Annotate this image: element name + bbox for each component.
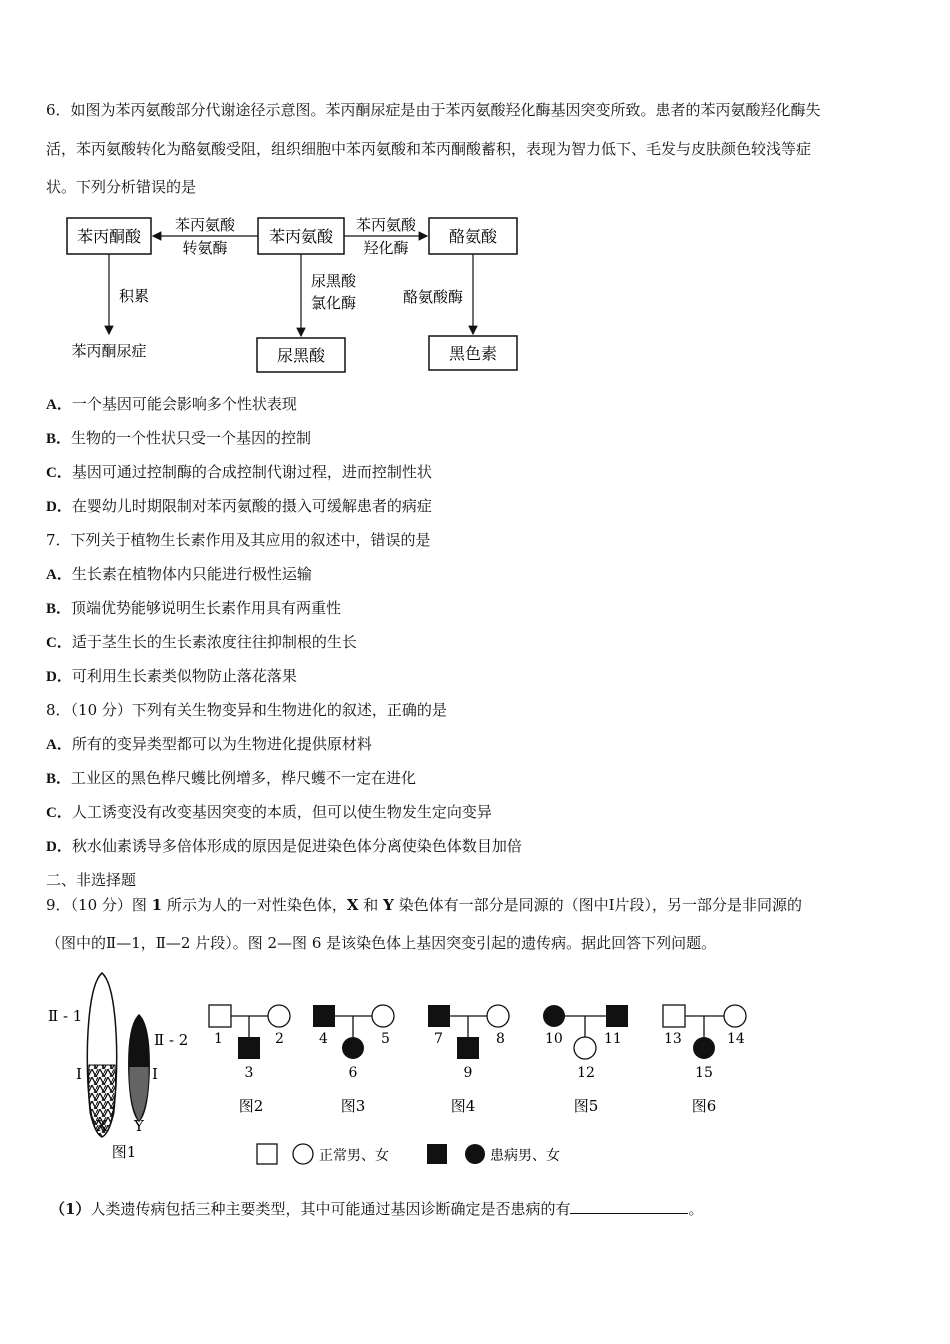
seg-i-right-label: Ⅰ bbox=[152, 1065, 158, 1083]
fig3-label: 图3 bbox=[340, 1097, 366, 1115]
ind-8: 8 bbox=[496, 1031, 505, 1047]
enzyme-mid-1: 尿黑酸 bbox=[311, 272, 357, 290]
ind-5: 5 bbox=[381, 1031, 390, 1047]
option-text: 一个基因可能会影响多个性状表现 bbox=[71, 395, 297, 413]
q9-l1-d: X bbox=[346, 896, 359, 914]
q9-l1-c: 所示为人的一对性染色体， bbox=[162, 896, 347, 914]
enzyme-hydroxylase-2: 羟化酶 bbox=[363, 239, 409, 257]
q9-sub1-end: 。 bbox=[688, 1200, 704, 1218]
option-key: D． bbox=[46, 839, 72, 855]
fig1-label: 图1 bbox=[111, 1143, 137, 1161]
q8-option-d bbox=[46, 836, 522, 857]
box-phenylalanine-label: 苯丙氨酸 bbox=[268, 227, 334, 246]
chrom-y-label: Y bbox=[134, 1117, 144, 1135]
option-key: C． bbox=[46, 635, 72, 651]
option-text: 生长素在植物体内只能进行极性运输 bbox=[71, 565, 312, 583]
ind-13: 13 bbox=[664, 1031, 682, 1047]
fig2-label: 图2 bbox=[238, 1097, 264, 1115]
section-heading: 二、非选择题 bbox=[46, 871, 137, 889]
chrom-x-label: X bbox=[96, 1117, 108, 1135]
q7-option-d bbox=[46, 666, 297, 687]
legend-affected-label: 患病男、女 bbox=[490, 1148, 560, 1164]
enzyme-transaminase-1: 苯丙氨酸 bbox=[174, 216, 236, 234]
ind-6: 6 bbox=[348, 1065, 358, 1081]
ind-11: 11 bbox=[604, 1031, 622, 1047]
q7-option-c bbox=[46, 632, 357, 653]
seg-ii2-label: Ⅱ - 2 bbox=[154, 1031, 189, 1049]
box-homogentisate-label: 尿黑酸 bbox=[276, 346, 326, 365]
q9-sub1-num: （1） bbox=[50, 1200, 91, 1218]
ind-1: 1 bbox=[214, 1031, 223, 1047]
seg-ii1-label: Ⅱ - 1 bbox=[48, 1007, 83, 1025]
ind-2: 2 bbox=[275, 1031, 284, 1047]
box-melanin-label: 黑色素 bbox=[448, 344, 498, 363]
option-key: A． bbox=[46, 737, 72, 753]
pedigree-figure bbox=[40, 965, 760, 1175]
option-key: C． bbox=[46, 465, 72, 481]
ind-3: 3 bbox=[244, 1065, 254, 1081]
q9-sub1-text: 人类遗传病包括三种主要类型，其中可能通过基因诊断确定是否患病的有 bbox=[90, 1200, 571, 1218]
ind-14: 14 bbox=[727, 1031, 745, 1047]
option-key: A． bbox=[46, 567, 72, 583]
q8-option-a bbox=[46, 734, 372, 755]
enzyme-transaminase-2: 转氨酶 bbox=[182, 239, 228, 257]
metabolism-diagram bbox=[55, 208, 535, 378]
answer-blank[interactable] bbox=[570, 1199, 688, 1214]
q6-option-c bbox=[46, 462, 432, 483]
option-text: 工业区的黑色桦尺蠖比例增多，桦尺蠖不一定在进化 bbox=[71, 769, 417, 787]
seg-i-left-label: Ⅰ bbox=[76, 1065, 82, 1083]
ind-9: 9 bbox=[463, 1065, 473, 1081]
q6-option-b bbox=[46, 428, 311, 449]
box-tyrosine-label: 酪氨酸 bbox=[448, 227, 498, 246]
fig6-label: 图6 bbox=[691, 1097, 717, 1115]
option-text: 生物的一个性状只受一个基因的控制 bbox=[71, 429, 312, 447]
ind-4: 4 bbox=[319, 1031, 328, 1047]
q6-line3: 状。下列分析错误的是 bbox=[46, 178, 197, 196]
q9-l1-b: 1 bbox=[151, 896, 163, 914]
q7-stem: 7．下列关于植物生长素作用及其应用的叙述中，错误的是 bbox=[46, 531, 431, 549]
q9-line2: （图中的Ⅱ—1，Ⅱ—2 片段）。图 2—图 6 是该染色体上基因突变引起的遗传病。据此回答下列问题。 bbox=[46, 934, 717, 952]
enzyme-hydroxylase-1: 苯丙氨酸 bbox=[355, 216, 417, 234]
label-accumulate: 积累 bbox=[119, 287, 150, 305]
ind-7: 7 bbox=[434, 1031, 443, 1047]
box-phenylpyruvate-label: 苯丙酮酸 bbox=[76, 227, 142, 246]
ind-10: 10 bbox=[545, 1031, 563, 1047]
ind-15: 15 bbox=[695, 1065, 713, 1081]
option-key: D． bbox=[46, 499, 72, 515]
option-text: 可利用生长素类似物防止落花落果 bbox=[71, 667, 297, 685]
option-key: B． bbox=[46, 431, 72, 447]
q9-l1-f: Y bbox=[383, 896, 394, 914]
q9-l1-a: 9．（10 分）图 bbox=[46, 896, 152, 914]
option-text: 人工诱变没有改变基因突变的本质，但可以使生物发生定向变异 bbox=[71, 803, 492, 821]
option-text: 顶端优势能够说明生长素作用具有两重性 bbox=[71, 599, 342, 617]
option-text: 所有的变异类型都可以为生物进化提供原材料 bbox=[71, 735, 372, 753]
q7-option-b bbox=[46, 598, 341, 619]
q7-option-a bbox=[46, 564, 312, 585]
q8-stem: 8．（10 分）下列有关生物变异和生物进化的叙述，正确的是 bbox=[46, 701, 447, 719]
ind-12: 12 bbox=[577, 1065, 595, 1081]
q6-line2: 活，苯丙氨酸转化为酪氨酸受阻，组织细胞中苯丙氨酸和苯丙酮酸蓄积，表现为智力低下、毛发与皮肤颜色较浅等症 bbox=[46, 140, 812, 158]
option-key: A． bbox=[46, 397, 72, 413]
option-key: B． bbox=[46, 771, 72, 787]
q6-line1: 6．如图为苯丙氨酸部分代谢途径示意图。苯丙酮尿症是由于苯丙氨酸羟化酶基因突变所致。患者的苯丙氨酸羟化酶失 bbox=[46, 101, 821, 119]
option-key: D． bbox=[46, 669, 72, 685]
q9-l1-e: 和 bbox=[358, 896, 384, 914]
q9-sub1 bbox=[50, 1199, 703, 1219]
q8-option-b bbox=[46, 768, 416, 789]
legend-normal-label: 正常男、女 bbox=[319, 1148, 389, 1164]
q9-line1 bbox=[46, 895, 802, 915]
result-pku: 苯丙酮尿症 bbox=[71, 342, 147, 360]
q9-l1-g: 染色体有一部分是同源的（图中Ⅰ片段），另一部分是非同源的 bbox=[393, 896, 802, 914]
chromosome-y bbox=[129, 1015, 149, 1121]
option-key: B． bbox=[46, 601, 72, 617]
enzyme-tyrosinase: 酪氨酸酶 bbox=[402, 288, 463, 306]
option-text: 基因可通过控制酶的合成控制代谢过程，进而控制性状 bbox=[71, 463, 432, 481]
option-text: 在婴幼儿时期限制对苯丙氨酸的摄入可缓解患者的病症 bbox=[71, 497, 432, 515]
q6-option-a bbox=[46, 394, 297, 415]
option-text: 适于茎生长的生长素浓度往往抑制根的生长 bbox=[71, 633, 357, 651]
enzyme-mid-2: 氯化酶 bbox=[311, 294, 357, 312]
option-text: 秋水仙素诱导多倍体形成的原因是促进染色体分离使染色体数目加倍 bbox=[71, 837, 522, 855]
fig4-label: 图4 bbox=[450, 1097, 476, 1115]
q8-option-c bbox=[46, 802, 492, 823]
fig5-label: 图5 bbox=[573, 1097, 599, 1115]
q6-option-d bbox=[46, 496, 432, 517]
option-key: C． bbox=[46, 805, 72, 821]
chromosome-x bbox=[87, 973, 116, 1137]
